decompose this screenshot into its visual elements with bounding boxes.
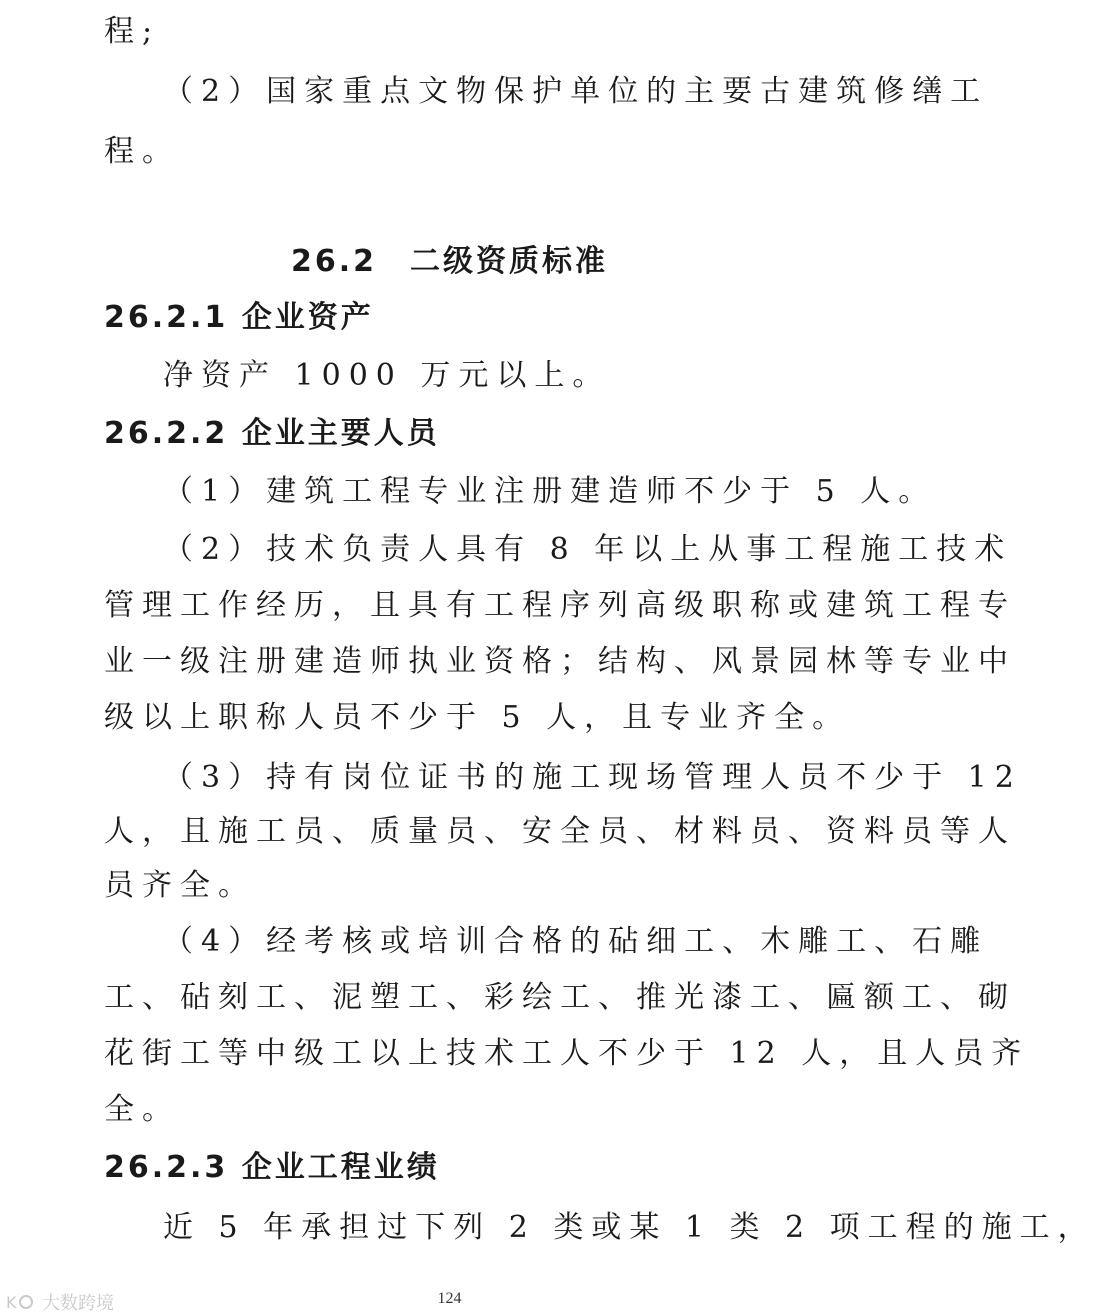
body-line: 业一级注册建造师执业资格；结构、风景园林等专业中 bbox=[104, 644, 1016, 679]
page-number: 124 bbox=[437, 1290, 462, 1307]
body-line: 程。 bbox=[104, 134, 180, 169]
body-line: 员齐全。 bbox=[104, 868, 256, 903]
body-line: （3）持有岗位证书的施工现场管理人员不少于 12 bbox=[163, 760, 1022, 795]
body-line: 全。 bbox=[104, 1092, 180, 1127]
body-line: （4）经考核或培训合格的砧细工、木雕工、石雕 bbox=[163, 924, 989, 959]
section-heading: 26.2.2 企业主要人员 bbox=[104, 416, 440, 451]
body-line: 净资产 1000 万元以上。 bbox=[163, 358, 611, 393]
body-line: （2）国家重点文物保护单位的主要古建筑修缮工 bbox=[163, 74, 989, 109]
body-line: 工、砧刻工、泥塑工、彩绘工、推光漆工、匾额工、砌 bbox=[104, 980, 1016, 1015]
body-line: 人，且施工员、质量员、安全员、材料员、资料员等人 bbox=[104, 814, 1016, 849]
watermark-text: 大数跨境 bbox=[42, 1293, 114, 1314]
section-heading: 26.2.1 企业资产 bbox=[104, 300, 374, 335]
body-line: 花街工等中级工以上技术工人不少于 12 人，且人员齐 bbox=[104, 1036, 1030, 1071]
body-line: 近 5 年承担过下列 2 类或某 1 类 2 项工程的施工， bbox=[163, 1210, 1096, 1245]
section-title: 26.2 二级资质标准 bbox=[290, 244, 609, 279]
body-line: 级以上职称人员不少于 5 人，且专业齐全。 bbox=[104, 700, 851, 735]
body-line: （1）建筑工程专业注册建造师不少于 5 人。 bbox=[163, 474, 937, 509]
body-line: 管理工作经历，且具有工程序列高级职称或建筑工程专 bbox=[104, 588, 1016, 623]
watermark bbox=[6, 1289, 114, 1315]
watermark-logo-icon bbox=[6, 1292, 38, 1312]
body-line: （2）技术负责人具有 8 年以上从事工程施工技术 bbox=[163, 532, 1013, 567]
body-line: 程; bbox=[104, 14, 161, 49]
section-heading: 26.2.3 企业工程业绩 bbox=[104, 1150, 440, 1185]
svg-text:K: K bbox=[6, 1293, 17, 1312]
